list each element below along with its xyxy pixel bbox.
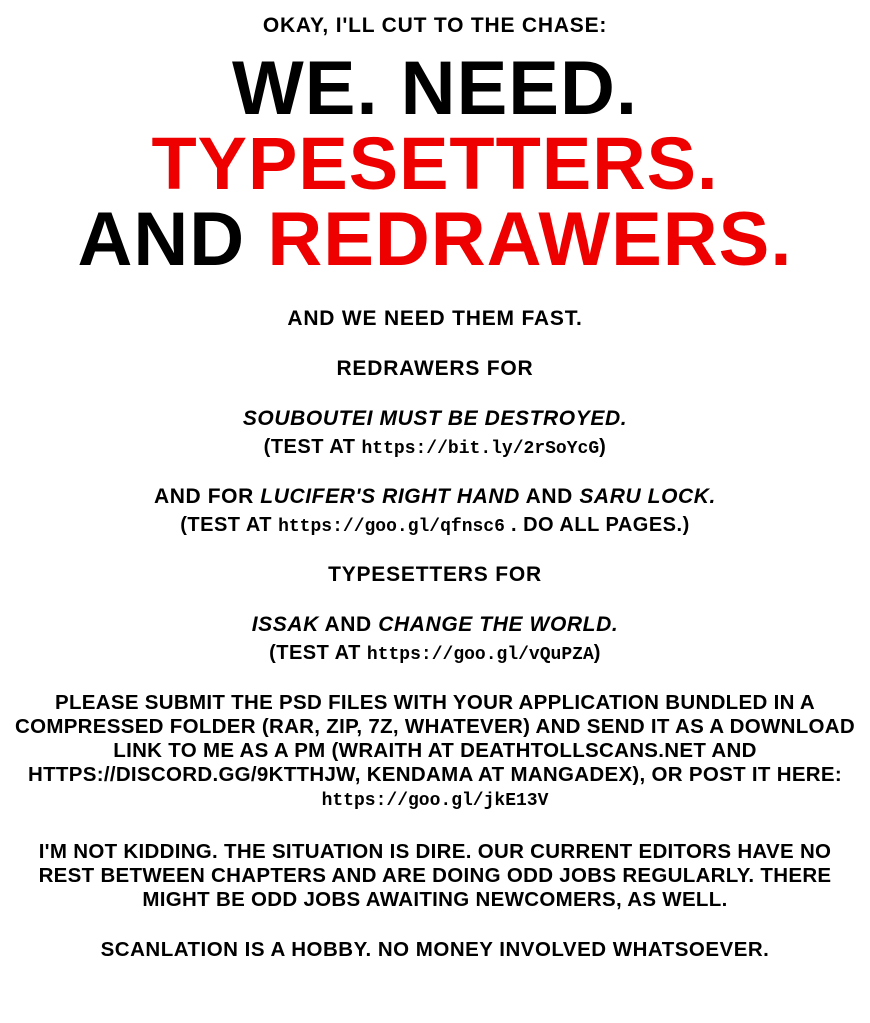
headline-line-and-redrawers bbox=[8, 196, 862, 282]
headline-and-text: AND bbox=[77, 196, 268, 282]
test-prefix-1: (TEST AT bbox=[263, 436, 362, 459]
redrawers-test-line-2 bbox=[8, 514, 862, 537]
test-suffix-3: ) bbox=[593, 642, 601, 665]
redrawers-test-line-1 bbox=[8, 436, 862, 459]
test-prefix-3: (TEST AT bbox=[269, 642, 367, 665]
redrawers-test-url-2[interactable]: https://goo.gl/qfnsc6 bbox=[278, 517, 505, 538]
title-issak: ISSAK bbox=[251, 613, 319, 637]
typesetters-test-line bbox=[8, 642, 862, 665]
test-suffix-2: . DO ALL PAGES.) bbox=[504, 514, 690, 537]
redrawers-section-label: REDRAWERS FOR bbox=[336, 357, 534, 381]
need-fast-line: AND WE NEED THEM FAST. bbox=[287, 307, 583, 331]
title-change-the-world: CHANGE THE WORLD. bbox=[378, 613, 619, 637]
typesetters-test-url[interactable]: https://goo.gl/vQuPZA bbox=[366, 645, 594, 666]
redrawers-title-lucifer-saru bbox=[8, 485, 862, 509]
submission-instructions bbox=[8, 691, 862, 812]
and-for-text: AND FOR bbox=[153, 485, 261, 509]
title-lucifers-right-hand: LUCIFER'S RIGHT HAND bbox=[260, 485, 520, 509]
test-suffix-1: ) bbox=[599, 436, 607, 459]
title-saru-lock: SARU LOCK. bbox=[579, 485, 716, 509]
intro-line: OKAY, I'LL CUT TO THE CHASE: bbox=[262, 14, 608, 37]
headline-line-we-need: WE. NEED. bbox=[232, 46, 638, 131]
urgency-paragraph: I'M NOT KIDDING. THE SITUATION IS DIRE. OUR CURRENT EDITORS HAVE NO REST BETWEEN CHAPTERS AND ARE DOING ODD JOBS REGULARLY. THERE MIGHT BE ODD JOBS AWAITING NEWCOMERS, AS WELL. bbox=[38, 840, 832, 912]
headline-line-typesetters: TYPESETTERS. bbox=[151, 122, 719, 206]
typesetters-section-label: TYPESETTERS FOR bbox=[328, 563, 542, 587]
and-text-2: AND bbox=[318, 613, 379, 637]
submission-url[interactable]: https://goo.gl/jkE13V bbox=[321, 791, 549, 812]
redrawers-test-url-1[interactable]: https://bit.ly/2rSoYcG bbox=[361, 439, 600, 460]
closing-line: SCANLATION IS A HOBBY. NO MONEY INVOLVED WHATSOEVER. bbox=[100, 938, 770, 962]
test-prefix-2: (TEST AT bbox=[180, 514, 279, 537]
typesetters-titles bbox=[8, 613, 862, 637]
submission-text: PLEASE SUBMIT THE PSD FILES WITH YOUR APPLICATION BUNDLED IN A COMPRESSED FOLDER (RAR, ZIP, 7Z, WHATEVER) AND SEND IT AS A DOWNLOAD LINK TO ME AS A PM (WRAITH AT DEATHTOLLSCANS.NET AND HTTPS://DISCORD.GG/9KTTHJW, KENDAMA AT MANGADEX), OR POST IT HERE: bbox=[14, 691, 856, 787]
redrawers-title-souboutei: SOUBOUTEI MUST BE DESTROYED. bbox=[242, 407, 628, 431]
headline-block bbox=[8, 46, 862, 282]
and-text-1: AND bbox=[519, 485, 580, 509]
headline-redrawers-text: REDRAWERS. bbox=[267, 196, 793, 282]
